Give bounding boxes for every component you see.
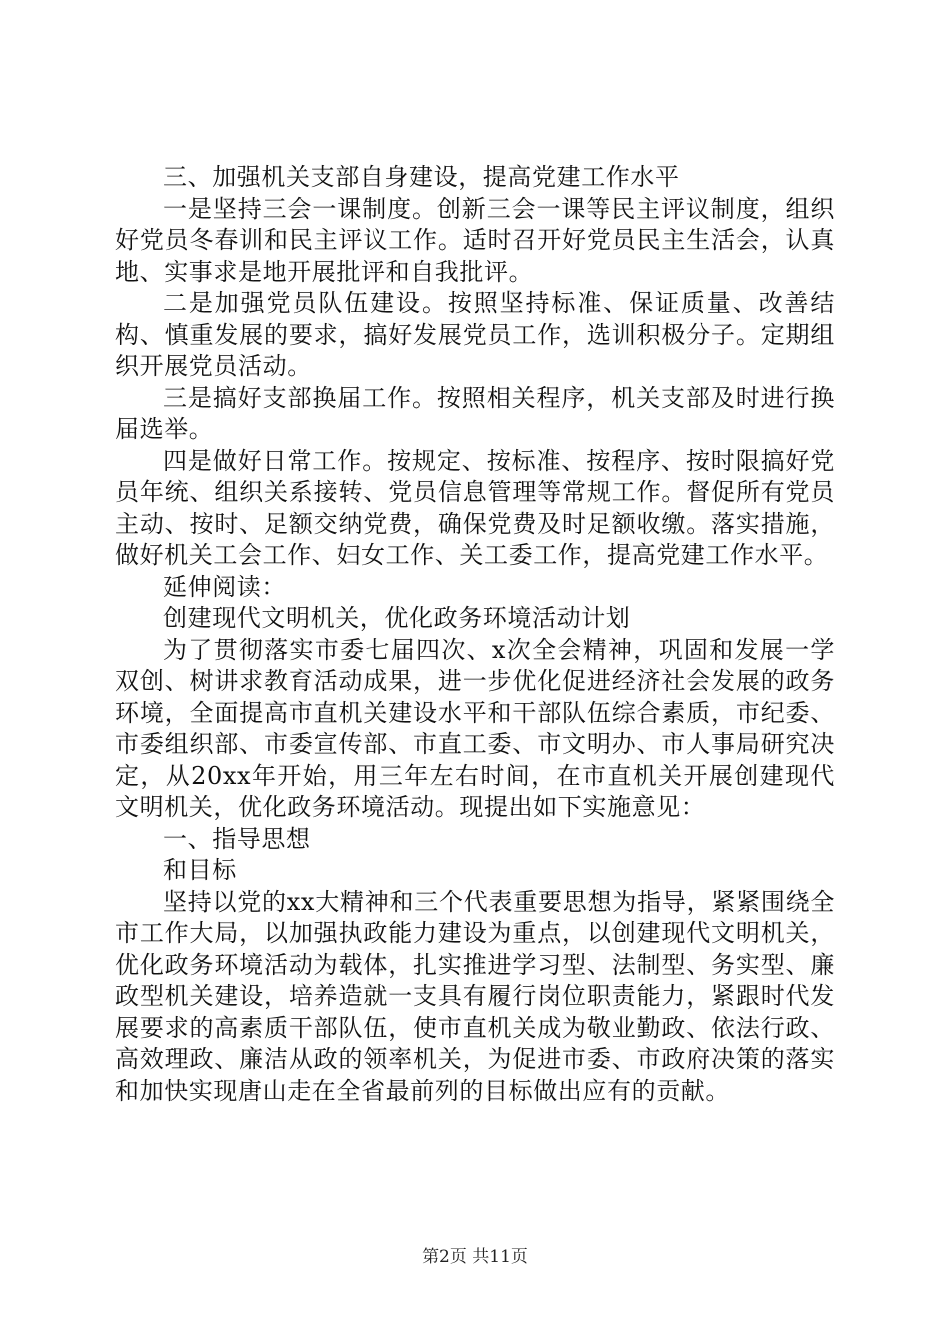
paragraph: 四是做好日常工作。按规定、按标准、按程序、按时限搞好党员年统、组织关系接转、党员信息管理等常规工作。督促所有党员主动、按时、足额交纳党费，确保党费及时足额收缴。落实措施，做好机关工会工作、妇女工作、关工委工作，提高党建工作水平。	[115, 446, 835, 569]
section-heading: 三、加强机关支部自身建设，提高党建工作水平	[163, 163, 680, 191]
paragraph: 为了贯彻落实市委七届四次、x次全会精神，巩固和发展一学双创、树讲求教育活动成果，进一步优化促进经济社会发展的政务环境，全面提高市直机关建设水平和干部队伍综合素质，市纪委、市委组织部、市委宣传部、市直工委、市文明办、市人事局研究决定，从20xx年开始，用三年左右时间，在市直机关开展创建现代文明机关，优化政务环境活动。现提出如下实施意见：	[115, 635, 835, 821]
paragraph: 一是坚持三会一课制度。创新三会一课等民主评议制度，组织好党员冬春训和民主评议工作。适时召开好党员民主生活会，认真地、实事求是地开展批评和自我批评。	[115, 194, 835, 286]
document-body	[115, 162, 835, 1107]
paragraph: 二是加强党员队伍建设。按照坚持标准、保证质量、改善结构、慎重发展的要求，搞好发展党员工作，选训积极分子。定期组织开展党员活动。	[115, 289, 835, 380]
paragraph: 三是搞好支部换届工作。按照相关程序，机关支部及时进行换届选举。	[115, 383, 835, 443]
section-heading: 一、指导思想	[163, 824, 311, 853]
extended-reading-label: 延伸阅读：	[163, 572, 286, 601]
section-heading-continuation: 和目标	[163, 856, 237, 884]
paragraph: 坚持以党的xx大精神和三个代表重要思想为指导，紧紧围绕全市工作大局，以加强执政能力建设为重点，以创建现代文明机关，优化政务环境活动为载体，扎实推进学习型、法制型、务实型、廉政型机关建设，培养造就一支具有履行岗位职责能力，紧跟时代发展要求的高素质干部队伍，使市直机关成为敬业勤政、依法行政、高效理政、廉洁从政的领率机关，为促进市委、市政府决策的落实和加快实现唐山走在全省最前列的目标做出应有的贡献。	[115, 887, 835, 1105]
page-number: 第2页 共11页	[422, 1247, 528, 1267]
article-title: 创建现代文明机关，优化政务环境活动计划	[163, 604, 631, 632]
